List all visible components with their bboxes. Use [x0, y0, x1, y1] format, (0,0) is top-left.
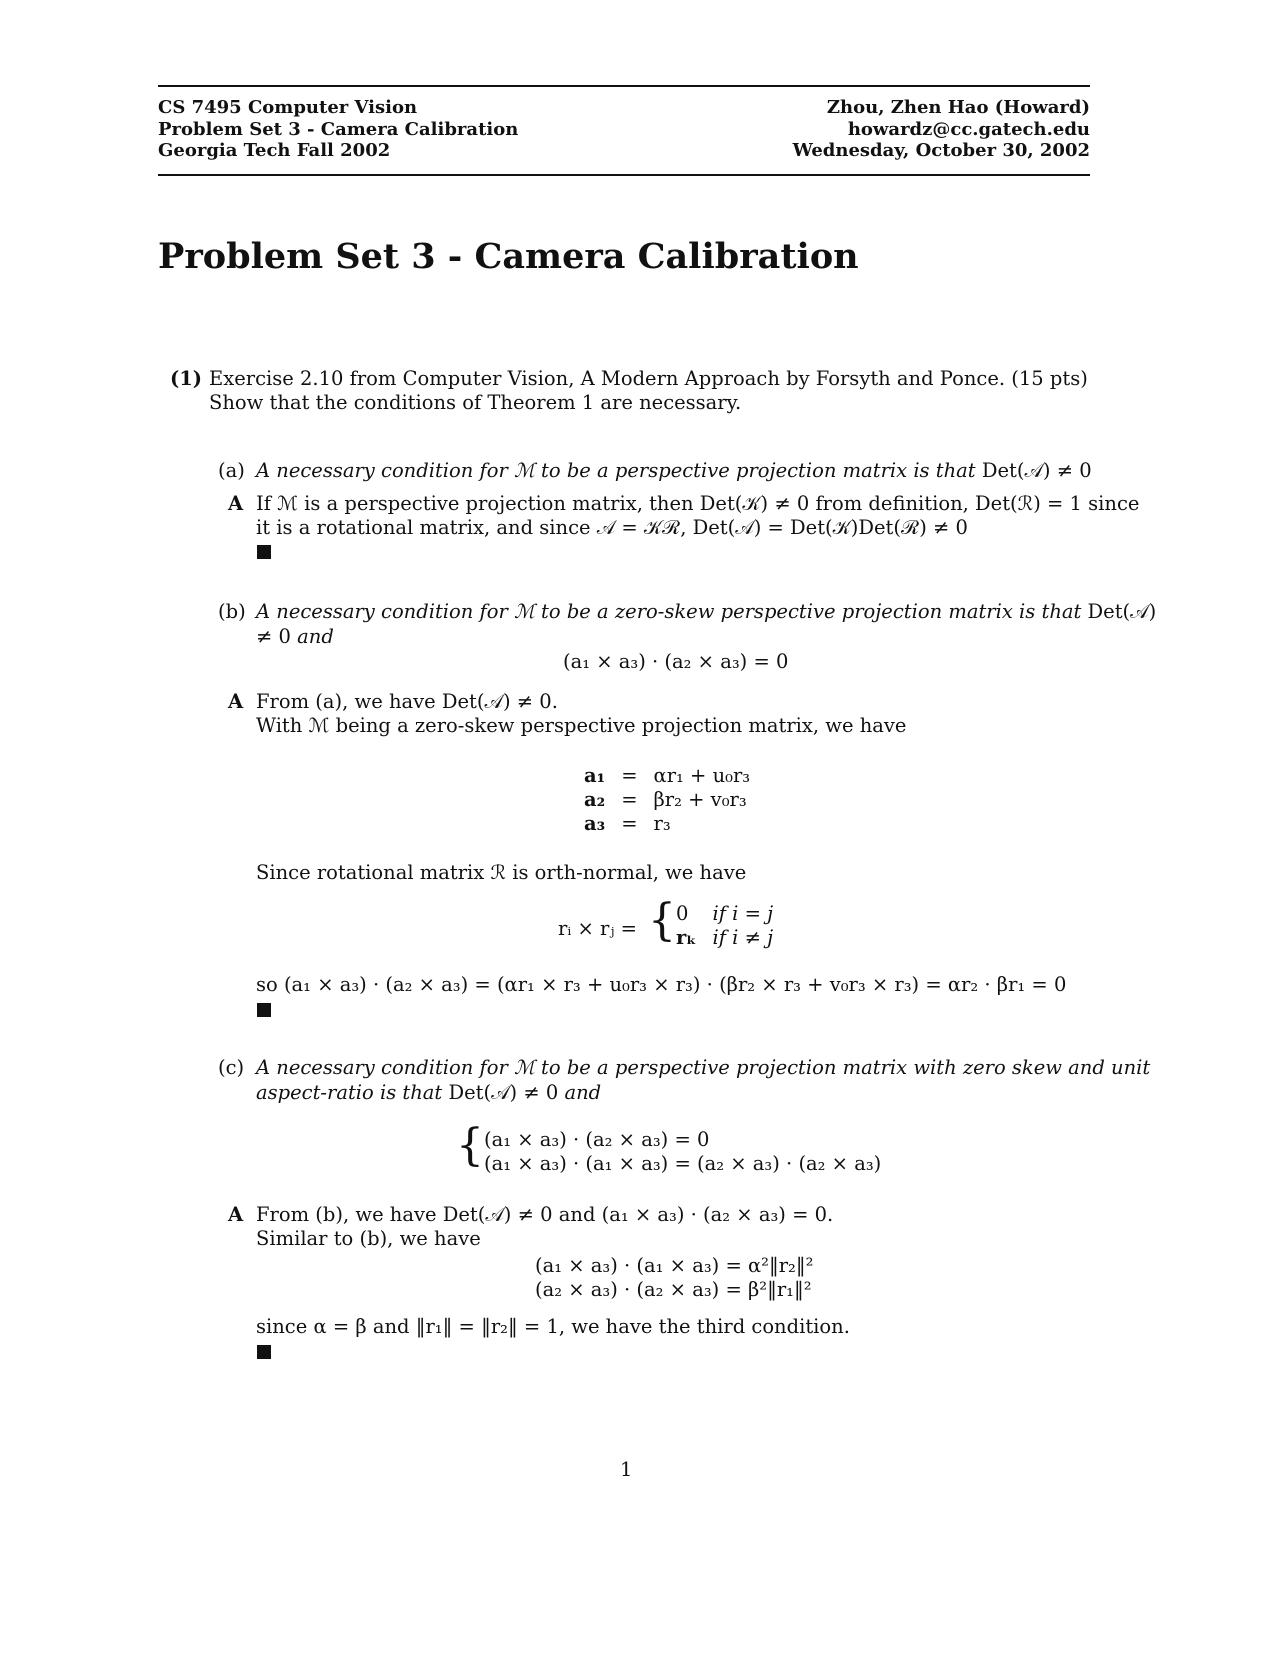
part-c-eq-2: (a₂ × a₃) · (a₂ × a₃) = β²‖r₁‖²: [535, 1278, 812, 1301]
part-c-statement-line-1: A necessary condition for ℳ to be a perspective projection matrix with zero skew and unit: [256, 1056, 1151, 1079]
part-b-label: (b): [218, 600, 246, 623]
system-lhs: a₁: [584, 764, 606, 787]
system-eq: =: [621, 788, 638, 811]
page-number: 1: [620, 1458, 633, 1481]
system-row: [576, 812, 758, 836]
case-condition: if i = j: [712, 902, 774, 925]
part-c-statement-line-2a: aspect-ratio is that: [256, 1081, 443, 1104]
problem-number: (1): [170, 367, 203, 390]
part-c-final: since α = β and ‖r₁‖ = ‖r₂‖ = 1, we have the third condition.: [256, 1315, 850, 1338]
system-lhs: a₂: [584, 788, 606, 811]
case-value: 0: [676, 902, 689, 925]
case-row: [668, 926, 781, 950]
part-b-statement-row-2: [256, 625, 334, 649]
part-c-answer-line-2: Similar to (b), we have: [256, 1227, 481, 1250]
part-b-equation: (a₁ × a₃) · (a₂ × a₃) = 0: [563, 650, 789, 673]
part-b-orth-text: Since rotational matrix ℛ is orth-normal, we have: [256, 861, 747, 884]
system-rhs: r₃: [653, 812, 671, 835]
part-c-case-2: (a₁ × a₃) · (a₁ × a₃) = (a₂ × a₃) · (a₂ × a₃): [484, 1152, 882, 1175]
part-a-answer-label: A: [228, 492, 244, 515]
system-eq: =: [621, 764, 638, 787]
case-condition: if i ≠ j: [712, 926, 774, 949]
header-top-rule: [158, 85, 1090, 87]
part-c-eq-1: (a₁ × a₃) · (a₁ × a₃) = α²‖r₂‖²: [535, 1254, 814, 1277]
part-a-answer-line-1: If ℳ is a perspective projection matrix, then Det(𝒦) ≠ 0 from definition, Det(ℛ) = 1 since: [256, 492, 1140, 515]
header-bottom-rule: [158, 174, 1090, 176]
part-b-conclusion: so (a₁ × a₃) · (a₂ × a₃) = (αr₁ × r₃ + u₀r₃ × r₃) · (βr₂ × r₃ + v₀r₃ × r₃) = αr₂ · βr₁ = 0: [256, 973, 1067, 996]
part-a-answer-line-2: it is a rotational matrix, and since 𝒜 = 𝒦ℛ, Det(𝒜) = Det(𝒦)Det(ℛ) ≠ 0: [256, 516, 968, 539]
problem-line-1: Exercise 2.10 from Computer Vision, A Modern Approach by Forsyth and Ponce. (15 pts): [209, 367, 1088, 390]
part-a-statement-row: [256, 459, 1092, 483]
part-b-system: [576, 764, 758, 836]
part-c-statement-line-2-math: Det(𝒜) ≠ 0: [448, 1081, 559, 1104]
system-lhs: a₃: [584, 812, 606, 835]
page-title: Problem Set 3 - Camera Calibration: [158, 236, 859, 277]
part-a-statement-math: Det(𝒜) ≠ 0: [981, 459, 1092, 482]
part-b-statement-line-2-math: ≠ 0: [256, 625, 291, 648]
system-row: [576, 764, 758, 788]
header-term: Georgia Tech Fall 2002: [158, 140, 391, 161]
qed-symbol-a: [257, 545, 271, 559]
part-b-answer-line-1: From (a), we have Det(𝒜) ≠ 0.: [256, 690, 558, 713]
header-date: Wednesday, October 30, 2002: [792, 140, 1090, 161]
header-email: howardz@cc.gatech.edu: [847, 119, 1090, 140]
part-c-answer-line-1: From (b), we have Det(𝒜) ≠ 0 and (a₁ × a₃) · (a₂ × a₃) = 0.: [256, 1203, 834, 1226]
part-c-statement-line-2b: and: [564, 1081, 602, 1104]
part-c-case-1: (a₁ × a₃) · (a₂ × a₃) = 0: [484, 1128, 710, 1151]
system-row: [576, 788, 758, 812]
left-brace-symbol: {: [648, 895, 676, 946]
part-b-statement-math-1: Det(𝒜): [1087, 600, 1157, 623]
header-problem-set: Problem Set 3 - Camera Calibration: [158, 119, 519, 140]
case-row: [668, 902, 781, 926]
part-c-statement-row-2: [256, 1081, 601, 1105]
case-value: rₖ: [676, 926, 697, 949]
qed-symbol-b: [257, 1003, 271, 1017]
header-course: CS 7495 Computer Vision: [158, 97, 418, 118]
part-a-label: (a): [218, 459, 245, 482]
part-b-statement-line-2-text: and: [297, 625, 334, 648]
part-c-label: (c): [218, 1056, 245, 1079]
left-brace-symbol: {: [456, 1120, 484, 1171]
part-b-cross-lhs: rᵢ × rⱼ =: [558, 917, 637, 940]
part-b-answer-label: A: [228, 690, 244, 713]
part-b-cross-cases: [668, 902, 781, 950]
problem-line-2: Show that the conditions of Theorem 1 are necessary.: [209, 391, 742, 414]
header-author: Zhou, Zhen Hao (Howard): [826, 97, 1090, 118]
system-rhs: βr₂ + v₀r₃: [653, 788, 747, 811]
part-b-answer-line-2: With ℳ being a zero-skew perspective projection matrix, we have: [256, 714, 907, 737]
part-c-answer-label: A: [228, 1203, 244, 1226]
system-rhs: αr₁ + u₀r₃: [653, 764, 751, 787]
part-b-statement-row-1: [256, 600, 1156, 624]
system-eq: =: [621, 812, 638, 835]
part-b-statement-line-1: A necessary condition for ℳ to be a zero-skew perspective projection matrix is that: [256, 600, 1082, 623]
part-a-statement: A necessary condition for ℳ to be a perspective projection matrix is that: [256, 459, 976, 482]
qed-symbol-c: [257, 1345, 271, 1359]
